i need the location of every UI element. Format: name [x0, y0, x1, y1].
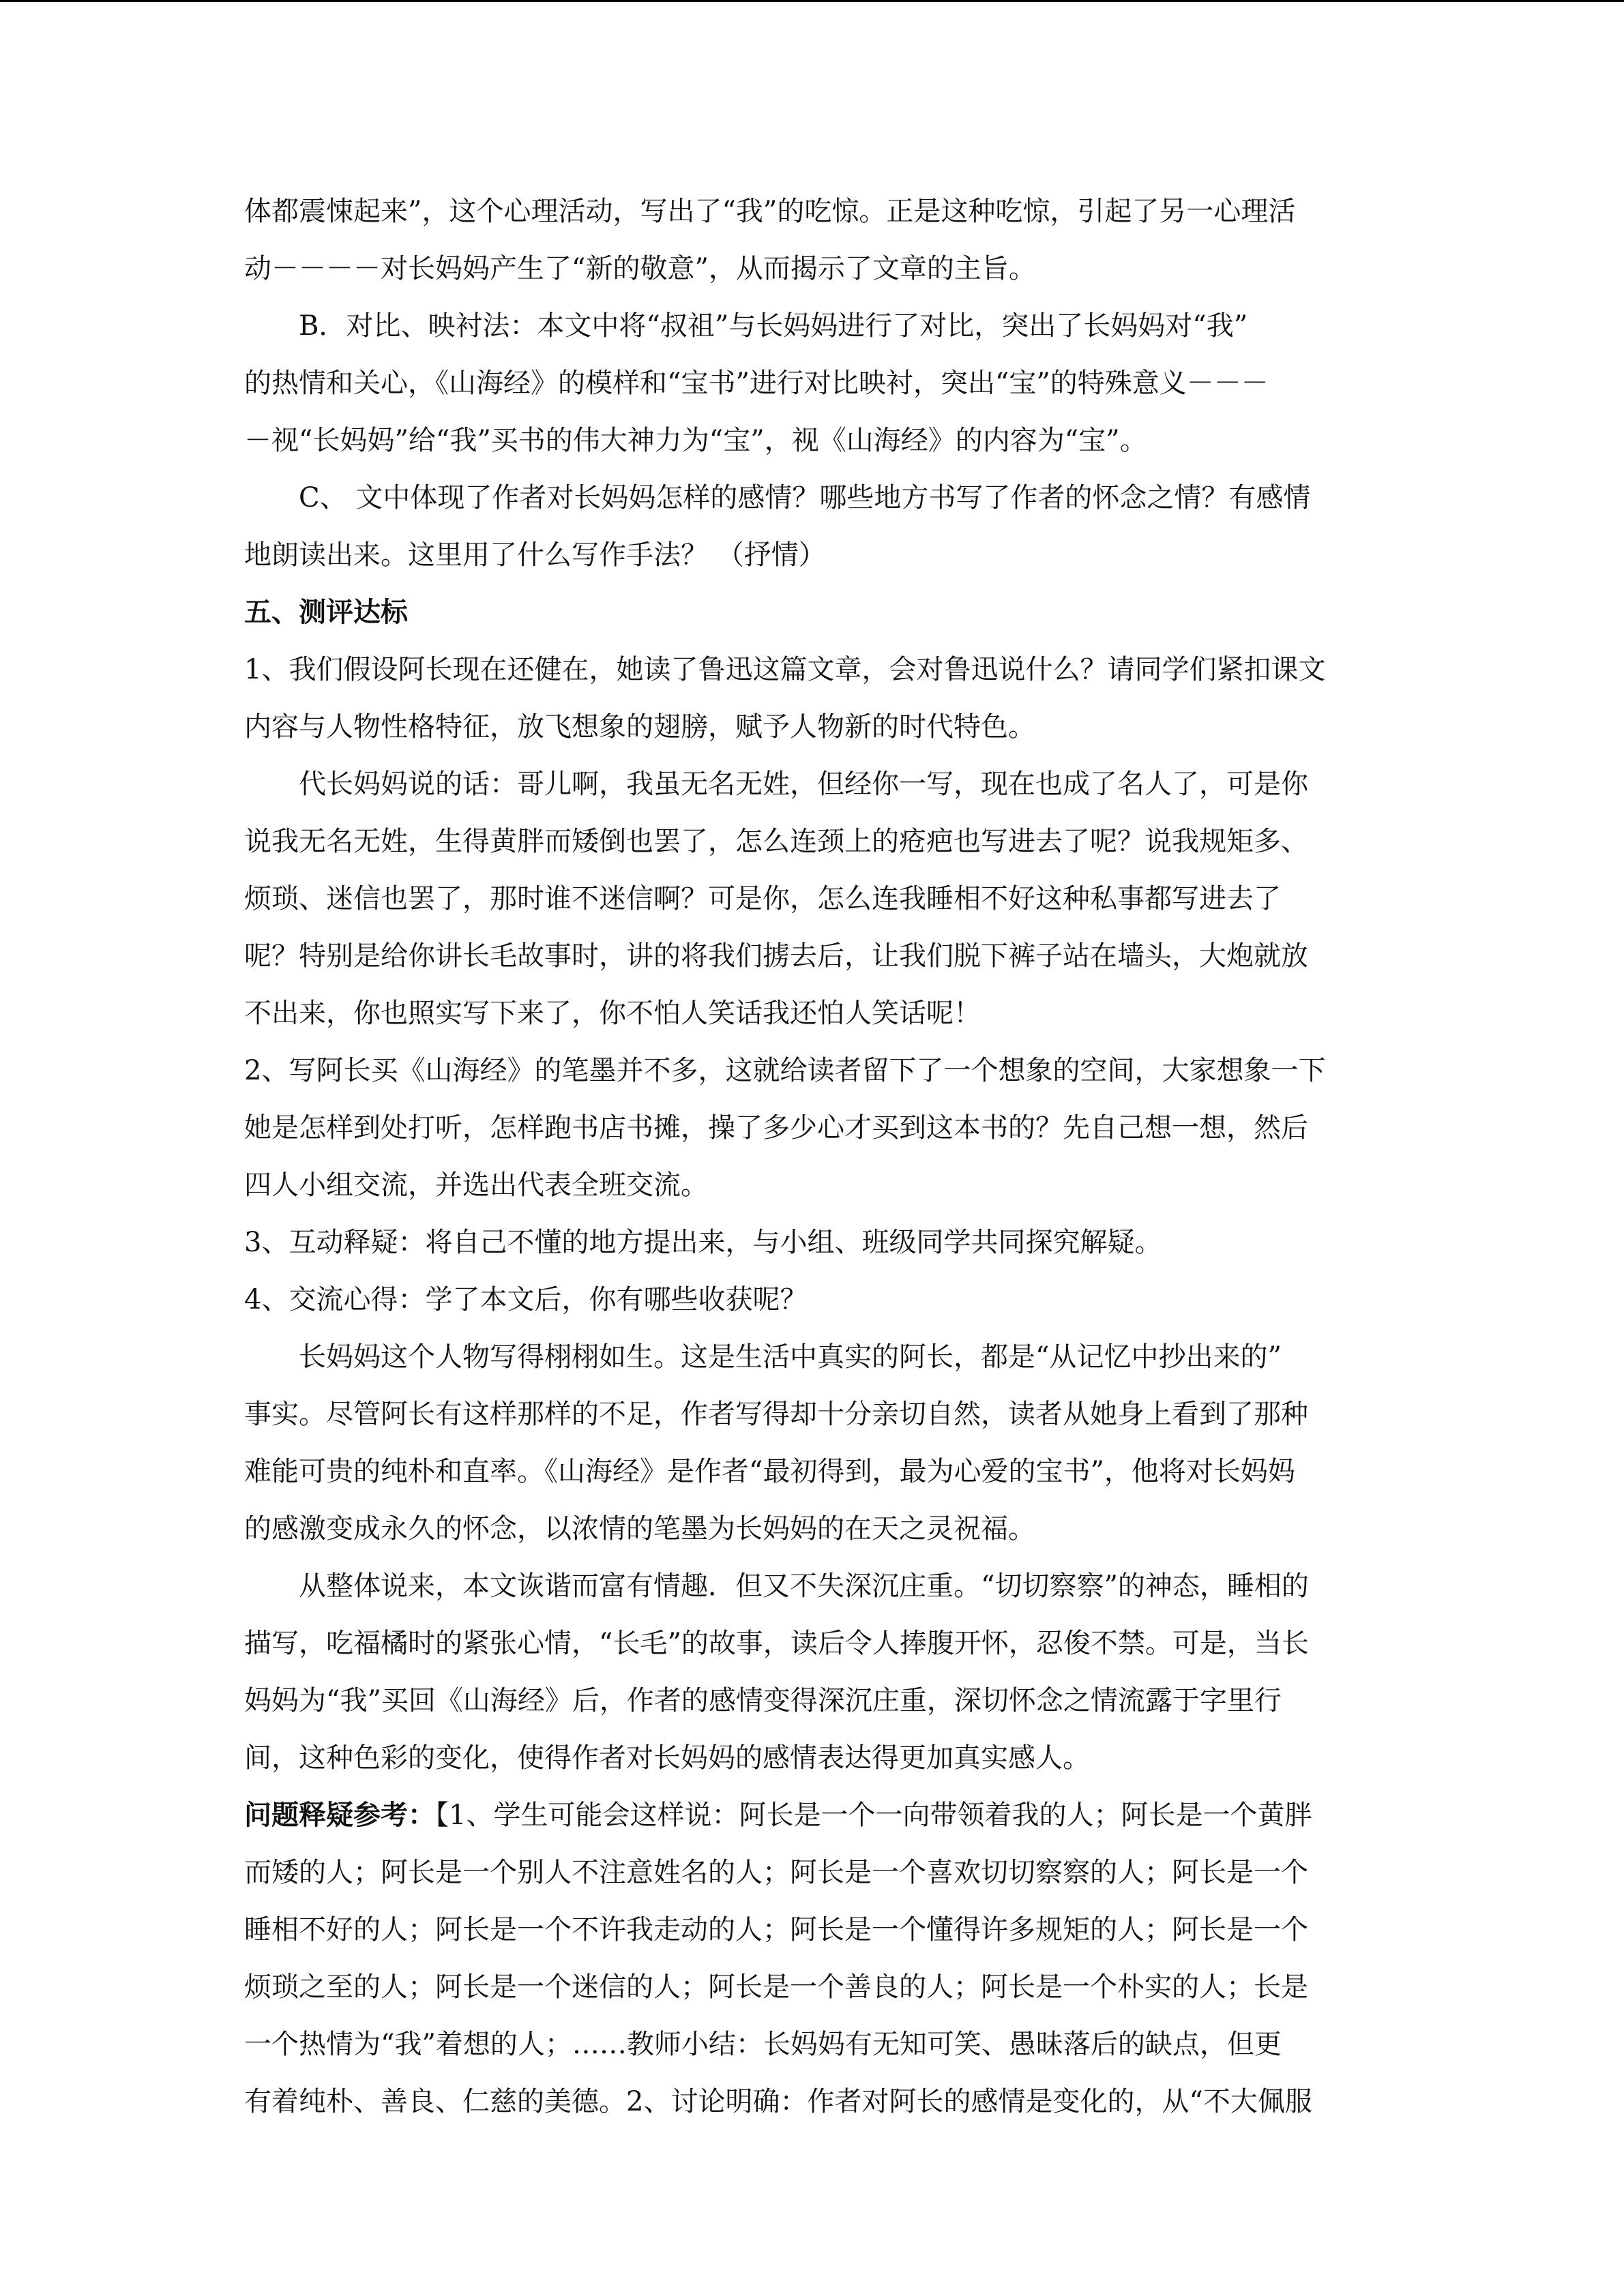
paragraph-changmama-speech: 代长妈妈说的话：哥儿啊，我虽无名无姓，但经你一写，现在也成了名人了，可是你 [299, 769, 1308, 800]
text-line-10: 内容与人物性格特征，放飞想象的翅膀，赋予人物新的时代特色。 [244, 711, 1035, 743]
text-line-22: 事实。尽管阿长有这样那样的不足，作者写得却十分亲切自然，读者从她身上看到了那种 [244, 1399, 1308, 1430]
text-line-18: 四人小组交流，并选出代表全班交流。 [244, 1169, 708, 1201]
answer-reference-label: 问题释疑参考： [244, 1799, 435, 1831]
text-line-33: 一个热情为“我”着想的人；……教师小结：长妈妈有无知可笑、愚昧落后的缺点，但更 [244, 2029, 1282, 2060]
text-line-27: 妈妈为“我”买回《山海经》后，作者的感情变得深沉庄重，深切怀念之情流露于字里行 [244, 1685, 1282, 1716]
text-line-34: 有着纯朴、善良、仁慈的美德。2、讨论明确：作者对阿长的感情是变化的，从“不大佩服 [244, 2086, 1312, 2117]
paragraph-character-summary: 长妈妈这个人物写得栩栩如生。这是生活中真实的阿长，都是“从记忆中抄出来的” [299, 1341, 1282, 1373]
text-line-17: 她是怎样到处打听，怎样跑书店书摊，操了多少心才买到这本书的？先自己想一想，然后 [244, 1112, 1308, 1144]
paragraph-question-c: C、 文中体现了作者对长妈妈怎样的感情？哪些地方书写了作者的怀念之情？有感情 [299, 482, 1311, 513]
paragraph-contrast-method: B．对比、映衬法：本文中将“叔祖”与长妈妈进行了对比，突出了长妈妈对“我” [299, 310, 1248, 342]
answer-reference-line [244, 1787, 1381, 1844]
text-line-28: 间，这种色彩的变化，使得作者对长妈妈的感情表达得更加真实感人。 [244, 1742, 1090, 1774]
text-line-14: 呢？特别是给你讲长毛故事时，讲的将我们掳去后，让我们脱下裤子站在墙头，大炮就放 [244, 940, 1308, 972]
document-body [244, 183, 1381, 2130]
list-item-1: 1、我们假设阿长现在还健在，她读了鲁迅这篇文章，会对鲁迅说什么？请同学们紧扣课文 [244, 654, 1326, 685]
text-line-31: 睡相不好的人；阿长是一个不许我走动的人；阿长是一个懂得许多规矩的人；阿长是一个 [244, 1914, 1308, 1945]
text-line-12: 说我无名无姓，生得黄胖而矮倒也罢了，怎么连颈上的疮疤也写进去了呢？说我规矩多、 [244, 826, 1308, 857]
text-line-24: 的感激变成永久的怀念，以浓情的笔墨为长妈妈的在天之灵祝福。 [244, 1513, 1035, 1545]
list-item-3: 3、互动释疑：将自己不懂的地方提出来，与小组、班级同学共同探究解疑。 [244, 1227, 1162, 1258]
text-line-30: 而矮的人；阿长是一个别人不注意姓名的人；阿长是一个喜欢切切察察的人；阿长是一个 [244, 1857, 1308, 1888]
text-line-1: 体都震悚起来”，这个心理活动，写出了“我”的吃惊。正是这种吃惊，引起了另一心理活 [244, 196, 1296, 227]
section-heading-assessment: 五、测评达标 [244, 596, 408, 628]
text-line-26: 描写，吃福橘时的紧张心情，“长毛”的故事，读后令人捧腹开怀，忍俊不禁。可是，当长 [244, 1628, 1309, 1659]
text-line-15: 不出来，你也照实写下来了，你不怕人笑话我还怕人笑话呢！ [244, 998, 981, 1029]
list-item-4: 4、交流心得：学了本文后，你有哪些收获呢？ [244, 1284, 808, 1315]
page-top-border [0, 0, 1624, 2]
text-line-2: 动－－－－对长妈妈产生了“新的敬意”，从而揭示了文章的主旨。 [244, 253, 1036, 284]
text-line-13: 烦琐、迷信也罢了，那时谁不迷信啊？可是你，怎么连我睡相不好这种私事都写进去了 [244, 883, 1281, 914]
text-line-32: 烦琐之至的人；阿长是一个迷信的人；阿长是一个善良的人；阿长是一个朴实的人；长是 [244, 1971, 1308, 2003]
text-line-23: 难能可贵的纯朴和直率。《山海经》是作者“最初得到，最为心爱的宝书”，他将对长妈妈 [244, 1456, 1295, 1487]
list-item-2: 2、写阿长买《山海经》的笔墨并不多，这就给读者留下了一个想象的空间，大家想象一下 [244, 1055, 1326, 1086]
paragraph-overall-style: 从整体说来，本文诙谐而富有情趣．但又不失深沉庄重。“切切察察”的神态，睡相的 [299, 1570, 1309, 1602]
answer-reference-text: 【1、学生可能会这样说：阿长是一个一向带领着我的人；阿长是一个黄胖 [435, 1800, 1312, 1831]
text-line-4: 的热情和关心，《山海经》的模样和“宝书”进行对比映衬，突出“宝”的特殊意义－－－ [244, 368, 1269, 399]
text-line-5: －视“长妈妈”给“我”买书的伟大神力为“宝”，视《山海经》的内容为“宝”。 [244, 425, 1147, 456]
text-line-7: 地朗读出来。这里用了什么写作手法？ （抒情） [244, 539, 826, 571]
